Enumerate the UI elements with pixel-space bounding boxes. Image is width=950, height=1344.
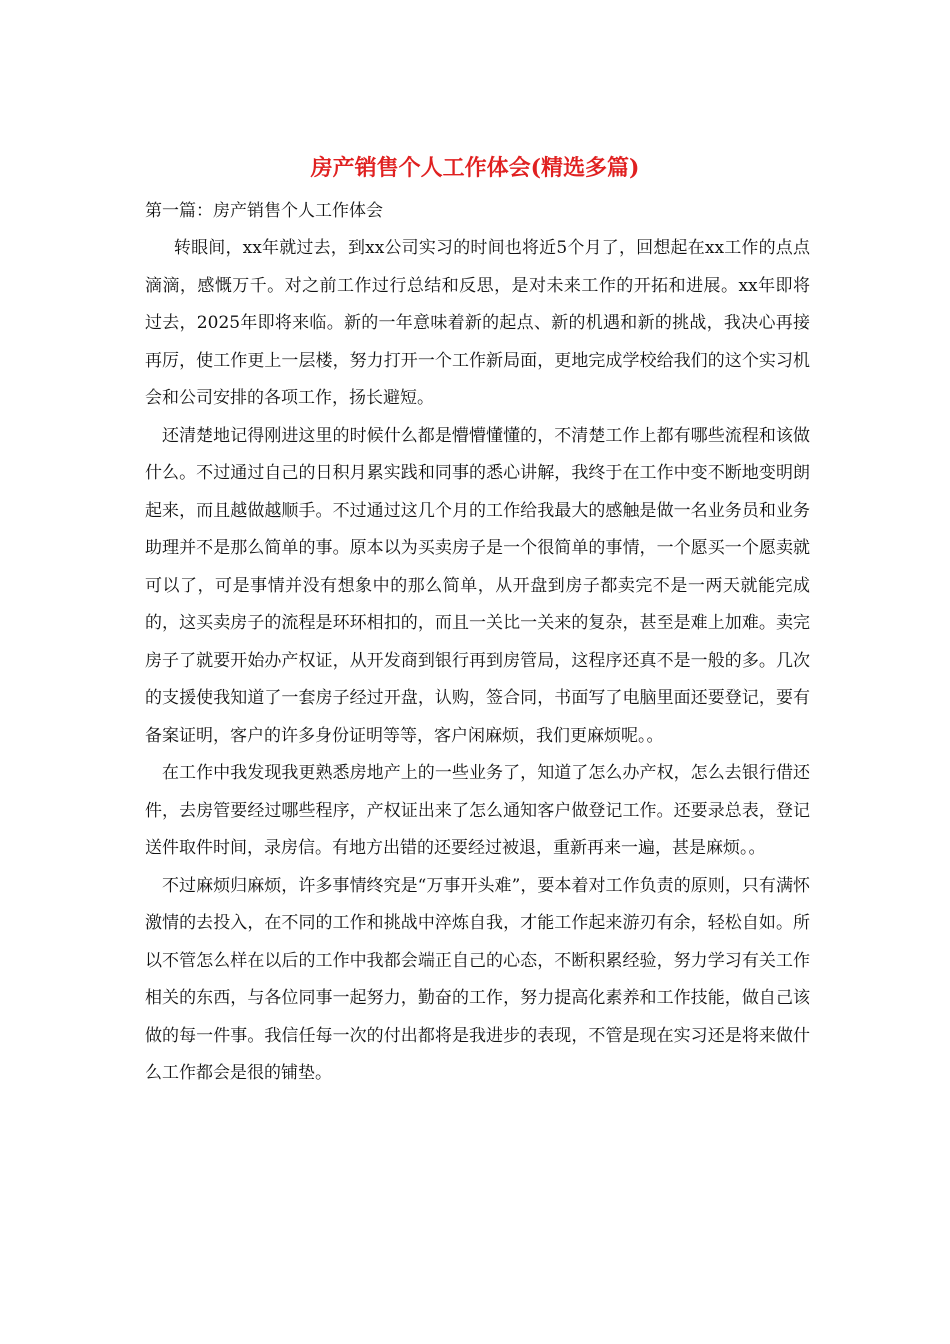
document-title: 房产销售个人工作体会(精选多篇) (310, 155, 640, 181)
paragraph: 还清楚地记得刚进这里的时候什么都是懵懵懂懂的，不清楚工作上都有哪些流程和该做什么。不过通过自己的日积月累实践和同事的悉心讲解，我终于在工作中变不断地变明朗起来，而且越做越顺手。不过通过这几个月的工作给我最大的感触是做一名业务员和业务助理并不是那么简单的事。原本以为买卖房子是一个很简单的事情，一个愿买一个愿卖就可以了，可是事情并没有想象中的那么简单，从开盘到房子都卖完不是一两天就能完成的，这买卖房子的流程是环环相扣的，而且一关比一关来的复杂，甚至是难上加难。卖完房子了就要开始办产权证，从开发商到银行再到房管局，这程序还真不是一般的多。几次的支援使我知道了一套房子经过开盘，认购，签合同，书面写了电脑里面还要登记，要有备案证明，客户的许多身份证明等等，客户闲麻烦，我们更麻烦呢。。 (145, 425, 810, 746)
paragraph: 不过麻烦归麻烦，许多事情终究是“万事开头难”，要本着对工作负责的原则，只有满怀激情的去投入，在不同的工作和挑战中淬炼自我，才能工作起来游刃有余，轻松自如。所以不管怎么样在以后的工作中我都会端正自己的心态，不断积累经验，努力学习有关工作相关的东西，与各位同事一起努力，勤奋的工作，努力提高化素养和工作技能，做自己该做的每一件事。我信任每一次的付出都将是我进步的表现，不管是现在实习还是将来做什么工作都会是很的铺垫。 (145, 875, 810, 1083)
paragraph: 转眼间，xx年就过去，到xx公司实习的时间也将近5个月了，回想起在xx工作的点点滴滴，感慨万千。对之前工作过行总结和反思，是对未来工作的开拓和进展。xx年即将过去，2025年即将来临。新的一年意味着新的起点、新的机遇和新的挑战，我决心再接再厉，使工作更上一层楼，努力打开一个工作新局面，更地完成学校给我们的这个实习机会和公司安排的各项工作，扬长避短。 (145, 238, 810, 408)
paragraph: 在工作中我发现我更熟悉房地产上的一些业务了，知道了怎么办产权，怎么去银行借还件，去房管要经过哪些程序，产权证出来了怎么通知客户做登记工作。还要录总表，登记送件取件时间，录房信。有地方出错的还要经过被退，重新再来一遍，甚是麻烦。。 (145, 763, 810, 858)
document-body (145, 230, 810, 1093)
section-heading: 第一篇：房产销售个人工作体会 (145, 201, 383, 221)
